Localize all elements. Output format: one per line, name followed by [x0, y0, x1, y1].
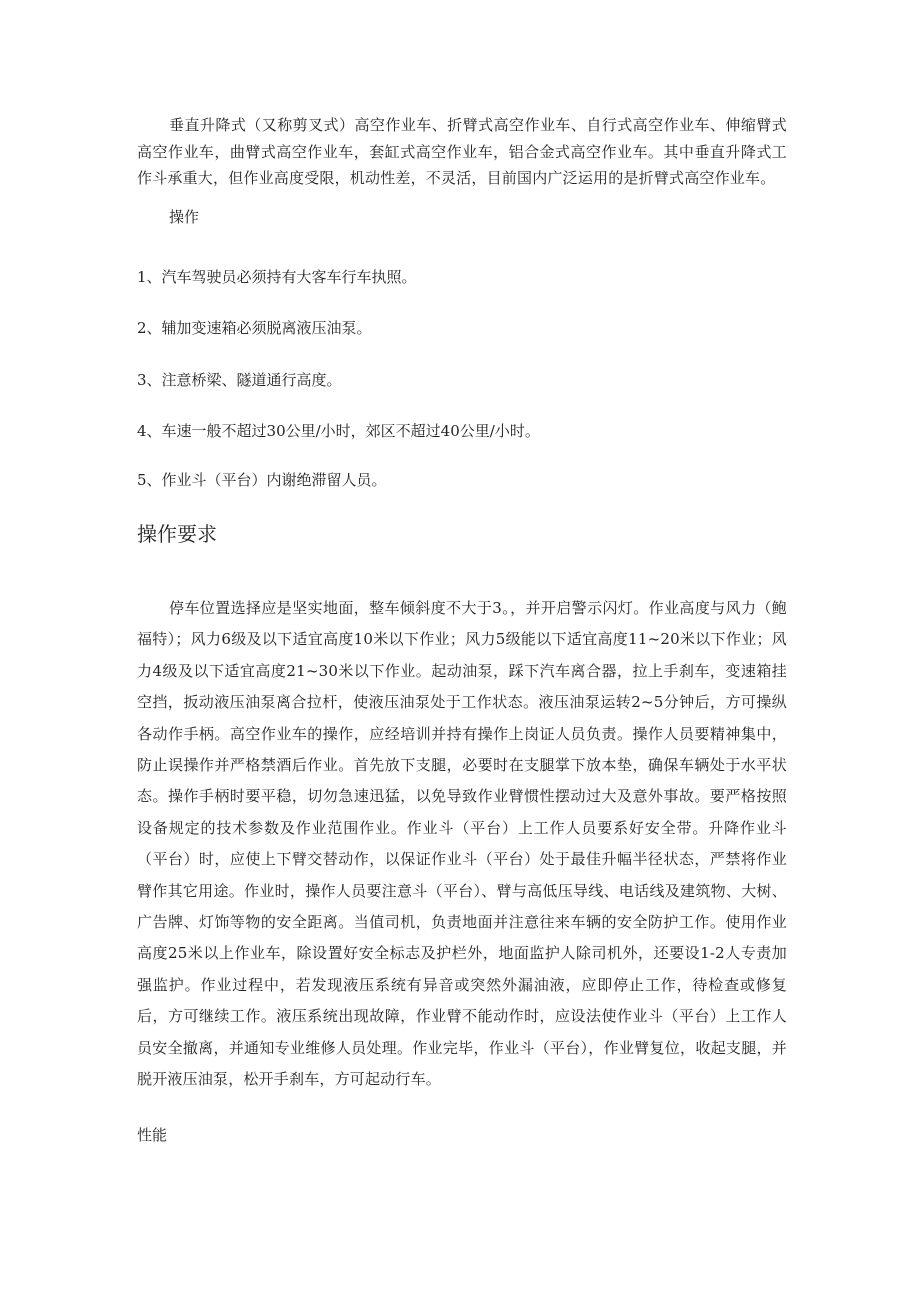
section-heading-performance: 性能 [137, 1126, 168, 1144]
section-heading-requirements: 操作要求 [137, 522, 217, 546]
list-item: 4、车速一般不超过30公里/小时，郊区不超过40公里/小时。 [137, 422, 540, 440]
list-item: 2、辅加变速箱必须脱离液压油泵。 [137, 319, 372, 337]
list-item: 3、注意桥梁、隧道通行高度。 [137, 371, 342, 389]
section-heading-operation: 操作 [169, 208, 200, 226]
requirements-paragraph: 停车位置选择应是坚实地面，整车倾斜度不大于3。，并开启警示闪灯。作业高度与风力（鲍福特）；风力6级及以下适宜高度10米以下作业；风力5级能以下适宜高度11~20米以下作业；风力4级及以下适宜高度21~30米以下作业。起动油泵，踩下汽车离合器，拉上手刹车，变速箱挂空挡，扳动液压油泵离合拉杆，使液压油泵处于工作状态。液压油泵运转2~5分钟后，方可操纵各动作手柄。高空作业车的操作，应经培训并持有操作上岗证人员负责。操作人员要精神集中，防止误操作并严格禁酒后作业。首先放下支腿，必要时在支腿掌下放本垫，确保车辆处于水平状态。操作手柄时要平稳，切勿急速迅猛，以免导致作业臂惯性摆动过大及意外事故。要严格按照设备规定的技术参数及作业范围作业。作业斗（平台）上工作人员要系好安全带。升降作业斗（平台）时，应使上下臂交替动作，以保证作业斗（平台）处于最佳升幅半径状态，严禁将作业臂作其它用途。作业时，操作人员要注意斗（平台）、臂与高低压导线、电话线及建筑物、大树、广告牌、灯饰等物的安全距离。当值司机，负责地面并注意往来车辆的安全防护工作。使用作业高度25米以上作业车，除设置好安全标志及护栏外，地面监护人除司机外，还要设1-2人专责加强监护。作业过程中，若发现液压系统有异音或突然外漏油液，应即停止工作，待检查或修复后，方可继续工作。液压系统出现故障，作业臂不能动作时，应设法使作业斗（平台）上工作人员安全撤离，并通知专业维修人员处理。作业完毕，作业斗（平台），作业臂复位，收起支腿，并脱开液压油泵，松开手刹车，方可起动行车。 [137, 599, 787, 1089]
intro-paragraph: 垂直升降式（又称剪叉式）高空作业车、折臂式高空作业车、自行式高空作业车、伸缩臂式高空作业车，曲臂式高空作业车，套缸式高空作业车，铝合金式高空作业车。其中垂直升降式工作斗承重大，但作业高度受限，机动性差，不灵活，目前国内广泛运用的是折臂式高空作业车。 [137, 116, 787, 187]
list-item: 5、作业斗（平台）内谢绝滞留人员。 [137, 471, 387, 489]
list-item: 1、汽车驾驶员必须持有大客车行车执照。 [137, 268, 417, 286]
